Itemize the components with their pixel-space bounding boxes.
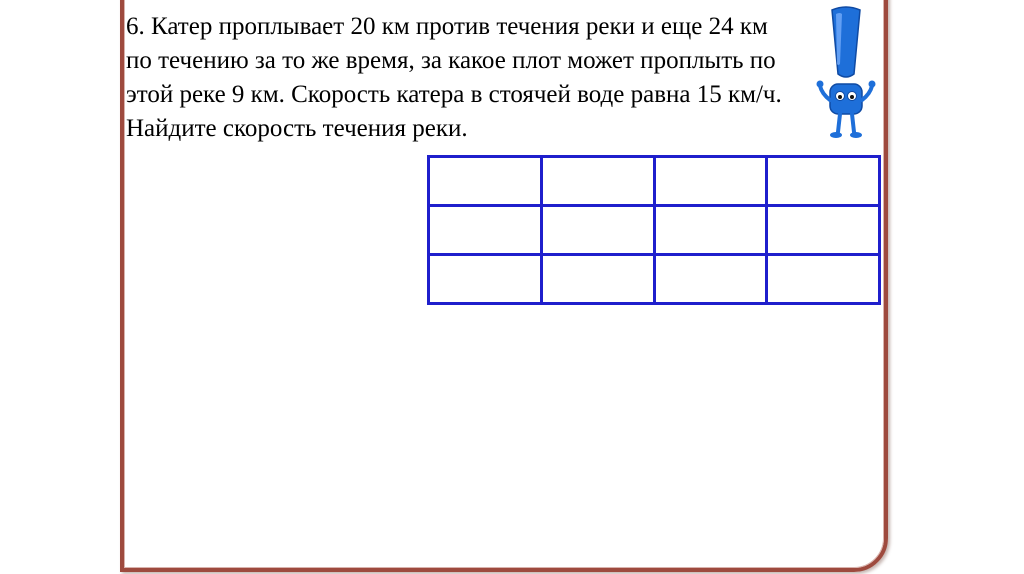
table-row [429, 255, 880, 304]
table-cell [654, 157, 767, 206]
table-row [429, 157, 880, 206]
table-cell [541, 255, 654, 304]
table-cell [767, 206, 880, 255]
table-row [429, 206, 880, 255]
table-cell [654, 206, 767, 255]
table-cell [429, 206, 542, 255]
table-cell [541, 206, 654, 255]
answer-table [427, 155, 881, 305]
table-cell [541, 157, 654, 206]
exclamation-mascot-icon [814, 4, 878, 144]
table-cell [767, 157, 880, 206]
table-cell [767, 255, 880, 304]
table-cell [654, 255, 767, 304]
problem-text: 6. Катер проплывает 20 км против течения реки и еще 24 км по течению за то же время, за какое плот может проплыть по этой реке 9 км. Скорость катера в стоячей воде равна 15 км/ч. Найдите скорость течения реки. [126, 13, 782, 142]
table-cell [429, 255, 542, 304]
table-cell [429, 157, 542, 206]
